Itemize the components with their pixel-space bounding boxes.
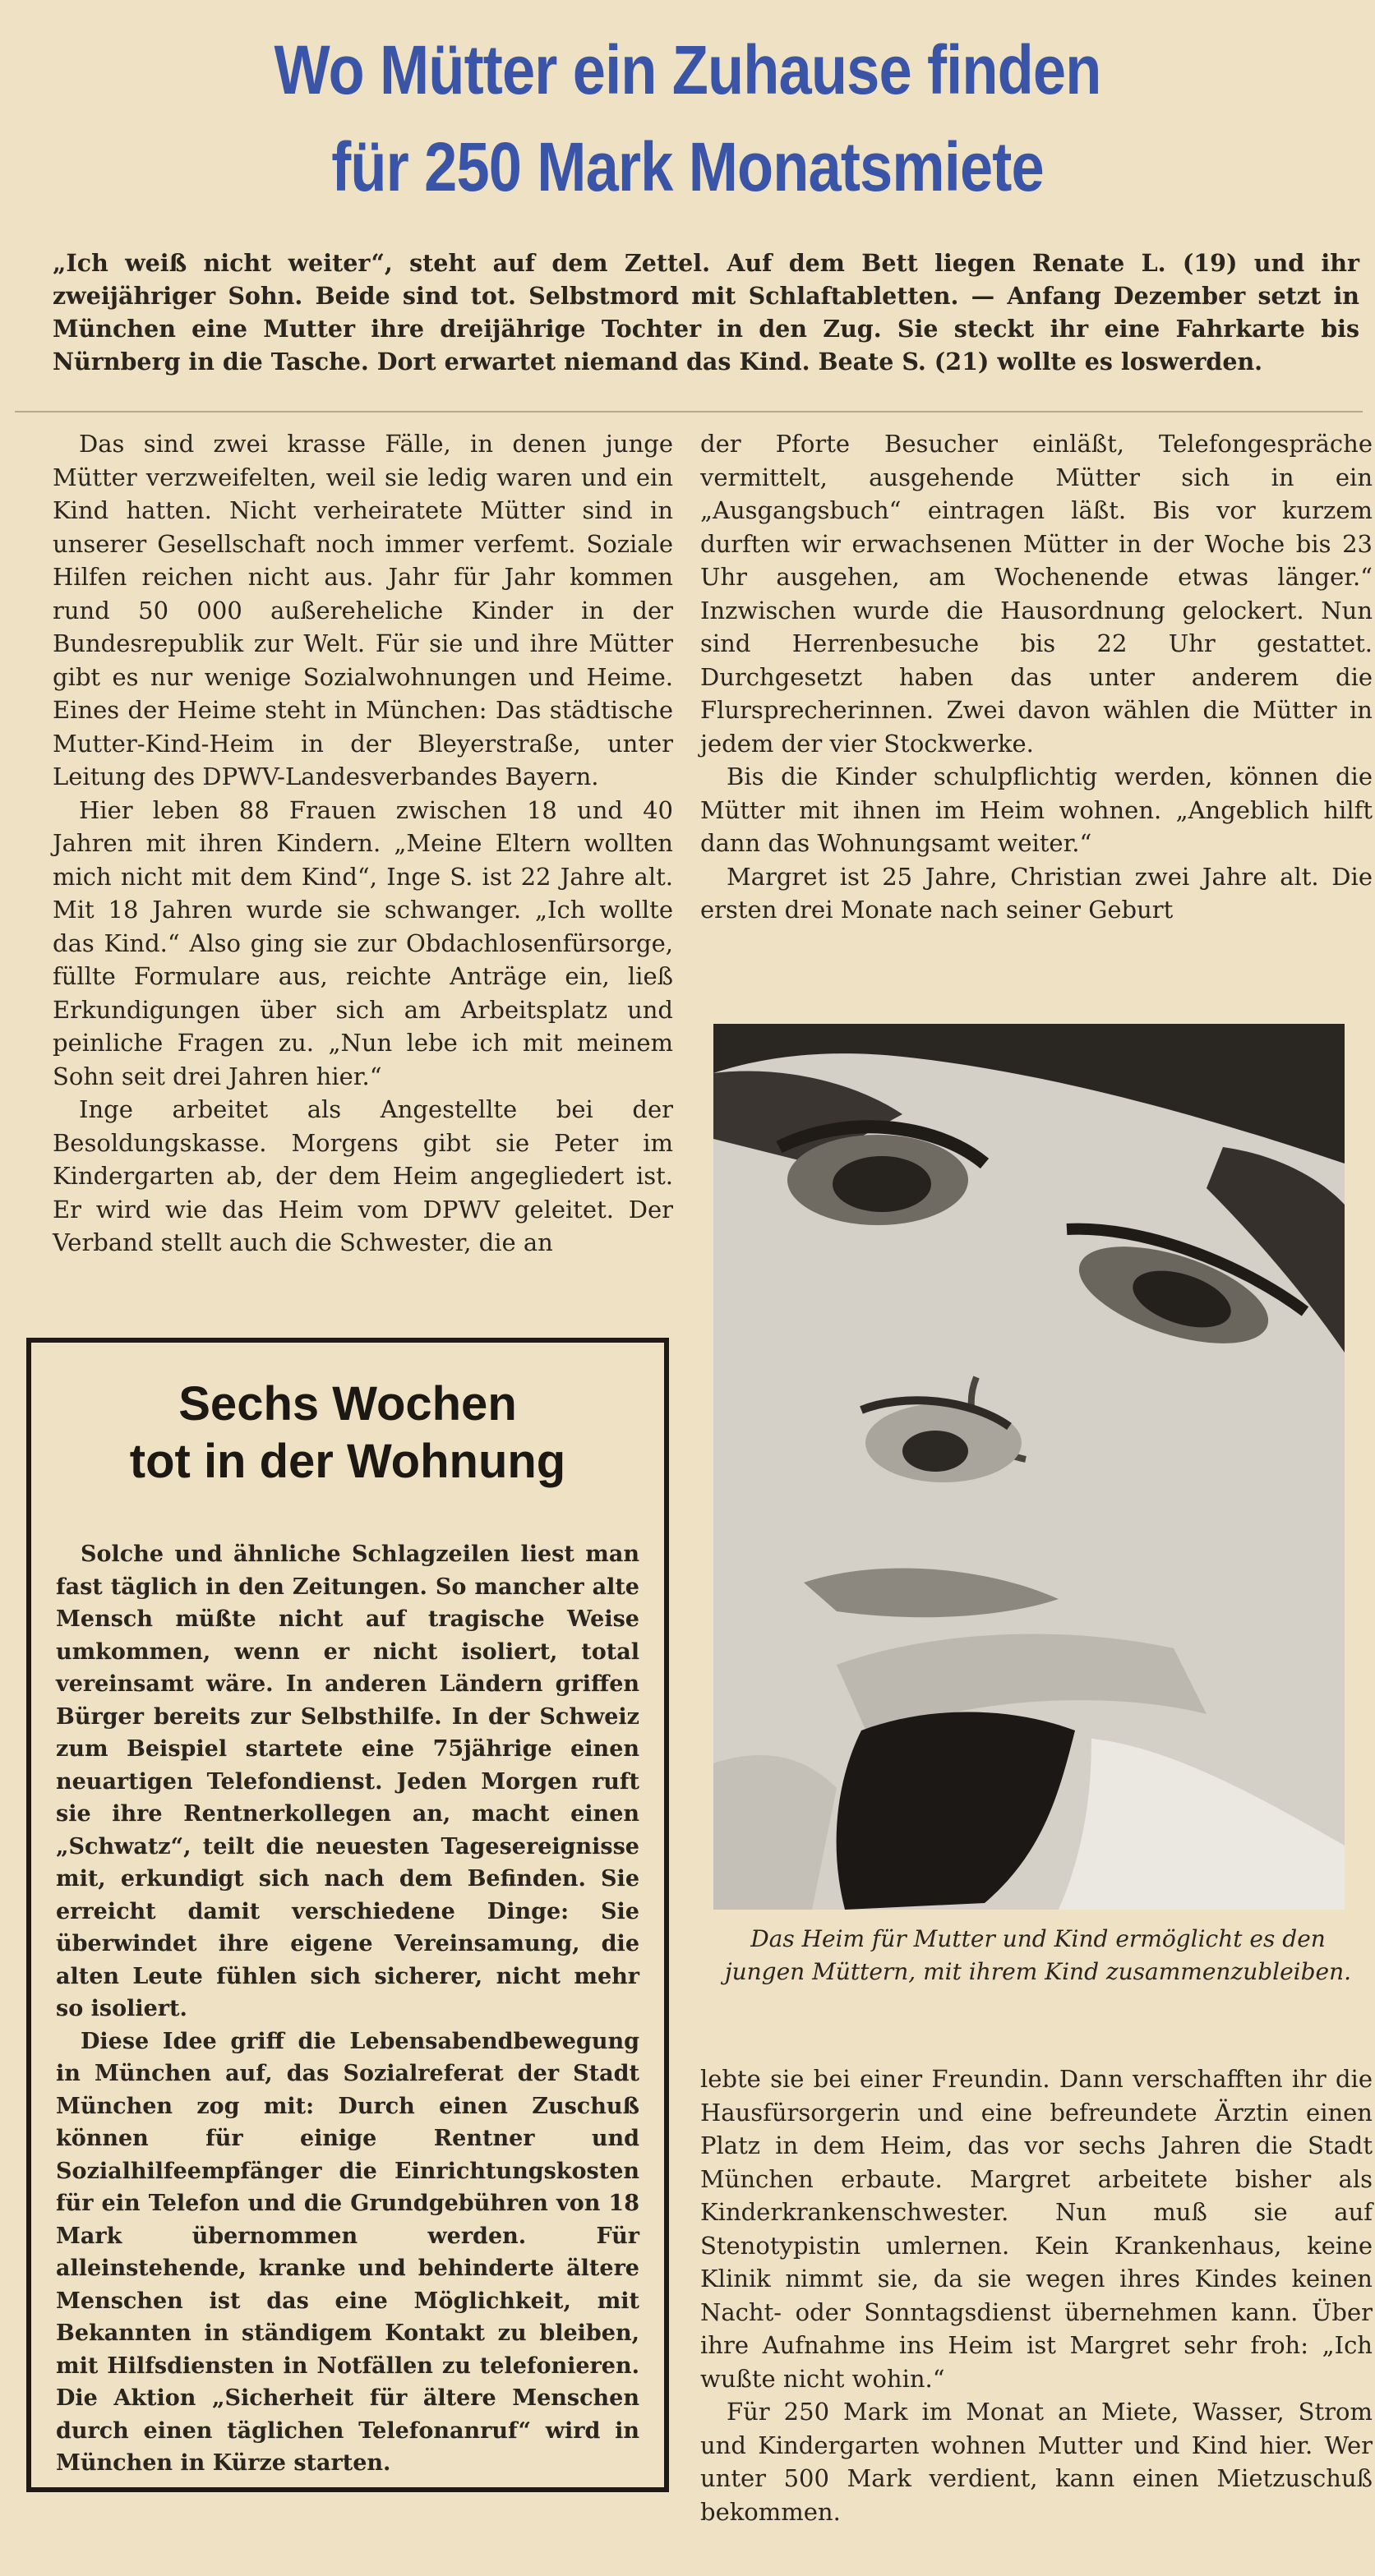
mother-photo [713, 1024, 1345, 1910]
box-body [56, 1538, 639, 2480]
divider-rule [15, 411, 1363, 412]
article-paragraph: Margret ist 25 Jahre, Christian zwei Jahre alt. Die ersten drei Monate nach seiner Geburt [700, 862, 1373, 924]
article-paragraph: Inge arbeitet als Angestellte bei der Besoldungskasse. Morgens gibt sie Peter im Kindergarten ab, der dem Heim angegliedert ist. Er wird wie das Heim vom DPWV geleitet. Der Verband stellt auch die Schwester, die an [53, 1095, 673, 1256]
article-column-right-bottom [700, 2062, 1373, 2528]
box-title-line-2: tot in der Wohnung [129, 1435, 566, 1488]
article-paragraph: der Pforte Besucher einläßt, Telefongespräche vermittelt, ausgehende Mütter sich in ein „Ausgangsbuch“ eintragen läßt. Bis vor kurzem durften wir erwachsenen Mütter in der Woche bis 23 Uhr ausgehen, am Wochenende etwas länger.“ Inzwischen wurde die Hausordnung gelockert. Nun sind Herrenbesuche bis 22 Uhr gestattet. Durchgesetzt haben das unter anderem die Flursprecherinnen. Zwei davon wählen die Mütter in jedem der vier Stockwerke. [700, 430, 1373, 758]
headline-line-2: für 250 Mark Monatsmiete [331, 128, 1044, 205]
headline-line-1: Wo Mütter ein Zuhause finden [274, 31, 1101, 108]
box-title-line-1: Sechs Wochen [178, 1377, 517, 1431]
article-column-right-top [700, 427, 1373, 927]
lead-paragraph: „Ich weiß nicht weiter“, steht auf dem Zettel. Auf dem Bett liegen Renate L. (19) und ihr zweijähriger Sohn. Beide sind tot. Selbstmord mit Schlaftabletten. — Anfang Dezember setzt in München eine Mutter ihre dreijährige Tochter in den Zug. Sie steckt ihr eine Fahrkarte bis Nürnberg in die Tasche. Dort erwartet niemand das Kind. Beate S. (21) wollte es loswerden. [53, 249, 1359, 376]
sidebar-box [26, 1338, 669, 2492]
box-paragraph: Diese Idee griff die Lebensabendbewegung in München auf, das Sozialreferat der Stadt München zog mit: Durch einen Zuschuß können für einige Rentner und Sozialhilfeempfänger die Einrichtungskosten für ein Telefon und die Grundgebühren von 18 Mark übernommen werden. Für alleinstehende, kranke und behinderte ältere Menschen ist das eine Möglichkeit, mit Bekannten in ständigem Kontakt zu bleiben, mit Hilfsdiensten in Notfällen zu telefonieren. Die Aktion „Sicherheit für ältere Menschen durch einen täglichen Telefonanruf“ wird in München in Kürze starten. [56, 2028, 639, 2476]
article-paragraph: Das sind zwei krasse Fälle, in denen junge Mütter verzweifelten, weil sie ledig waren und ein Kind hatten. Nicht verheiratete Mütter sind in unserer Gesellschaft noch immer verfemt. Soziale Hilfen reichen nicht aus. Jahr für Jahr kommen rund 50 000 außereheliche Kinder in der Bundesrepublik zur Welt. Für sie und ihre Mütter gibt es nur wenige Sozialwohnungen und Heime. Eines der Heime steht in München: Das städtische Mutter-Kind-Heim in der Bleyerstraße, unter Leitung des DPWV-Landesverbandes Bayern. [53, 430, 673, 790]
headline [96, 21, 1279, 215]
photo-caption: Das Heim für Mutter und Kind ermöglicht es den jungen Müttern, mit ihrem Kind zusammenzubleiben. [724, 1925, 1352, 1985]
photo-image [713, 1024, 1345, 1910]
article-paragraph: Hier leben 88 Frauen zwischen 18 und 40 Jahren mit ihren Kindern. „Meine Eltern wollten mich nicht mit dem Kind“, Inge S. ist 22 Jahre alt. Mit 18 Jahren wurde sie schwanger. „Ich wollte das Kind.“ Also ging sie zur Obdachlosenfürsorge, füllte Formulare aus, reichte Anträge ein, ließ Erkundigungen über sich am Arbeitsplatz und peinliche Fragen zu. „Nun lebe ich mit meinem Sohn seit drei Jahren hier.“ [53, 795, 673, 1090]
article-column-left [53, 427, 673, 1260]
box-title [31, 1376, 664, 1491]
article-paragraph: Bis die Kinder schulpflichtig werden, können die Mütter mit ihnen im Heim wohnen. „Angeblich hilft dann das Wohnungsamt weiter.“ [700, 763, 1373, 857]
article-paragraph: Für 250 Mark im Monat an Miete, Wasser, Strom und Kindergarten wohnen Mutter und Kind hier. Wer unter 500 Mark verdient, kann einen Mietzuschuß bekommen. [700, 2398, 1373, 2526]
article-paragraph: lebte sie bei einer Freundin. Dann verschafften ihr die Hausfürsorgerin und eine befreundete Ärztin einen Platz in dem Heim, das vor sechs Jahren die Stadt München erbaute. Margret arbeitete bisher als Kinderkrankenschwester. Nun muß sie auf Stenotypistin umlernen. Kein Krankenhaus, keine Klinik nimmt sie, da sie wegen ihres Kindes keinen Nacht- oder Sonntagsdienst übernehmen kann. Über ihre Aufnahme ins Heim ist Margret sehr froh: „Ich wußte nicht wohin.“ [700, 2065, 1373, 2393]
box-paragraph: Solche und ähnliche Schlagzeilen liest man fast täglich in den Zeitungen. So mancher alte Mensch müßte nicht auf tragische Weise umkommen, wenn er nicht isoliert, total vereinsamt wäre. In anderen Ländern griffen Bürger bereits zur Selbsthilfe. In der Schweiz zum Beispiel startete eine 75jährige einen neuartigen Telefondienst. Jeden Morgen ruft sie ihre Rentnerkollegen an, macht einen „Schwatz“, teilt die neuesten Tagesereignisse mit, erkundigt sich nach dem Befinden. Sie erreicht damit verschiedene Dinge: Sie überwindet ihre eigene Vereinsamung, die alten Leute fühlen sich sicherer, nicht mehr so isoliert. [56, 1541, 639, 2021]
